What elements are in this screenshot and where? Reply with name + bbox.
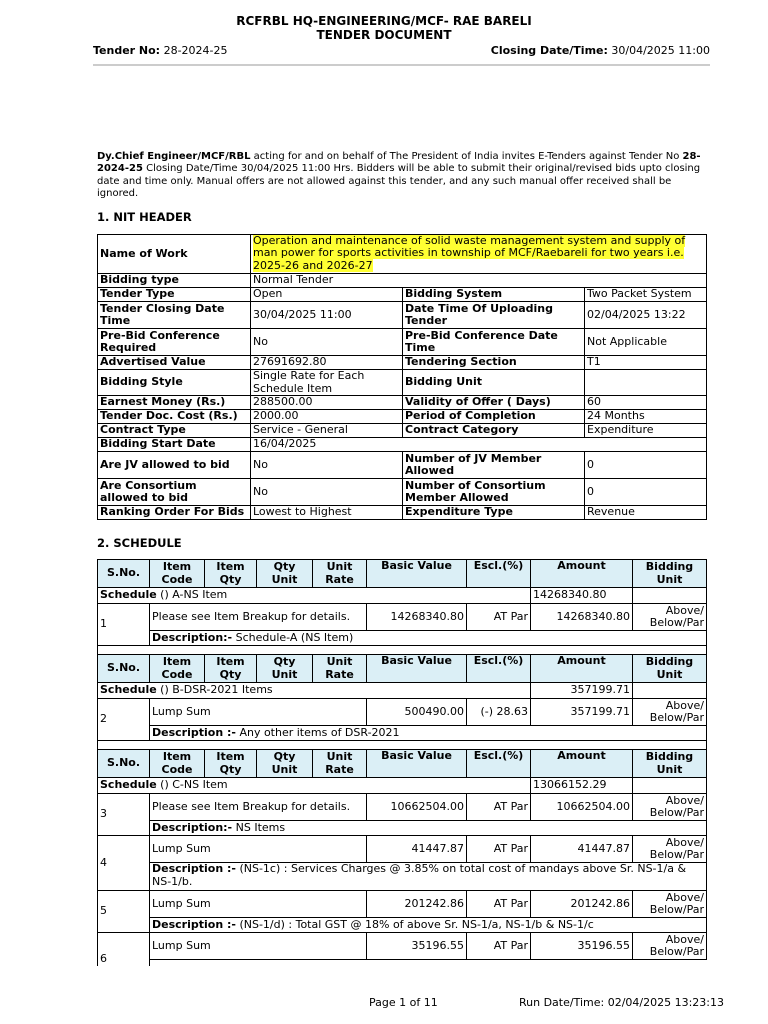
nit-label: Bidding Style (98, 370, 251, 396)
description-cell (150, 960, 707, 966)
basic-value-cell: 14268340.80 (367, 604, 467, 631)
nit-label: Are Consortium allowed to bid (98, 479, 251, 506)
nit-value: Service - General (251, 424, 403, 438)
schedule-name: Schedule () B-DSR-2021 Items (98, 683, 531, 699)
basic-value-cell: 10662504.00 (367, 794, 467, 821)
nit-label: Number of Consortium Member Allowed (403, 479, 585, 506)
nit-label: Bidding System (403, 288, 585, 302)
nit-value: Single Rate for Each Schedule Item (251, 370, 403, 396)
bidding-unit-cell: Above/ Below/Par (633, 891, 707, 918)
nit-label: Pre-Bid Conference Required (98, 329, 251, 356)
nit-row (98, 506, 707, 520)
item-cell: Please see Item Breakup for details. (150, 604, 367, 631)
nit-value: Revenue (585, 506, 707, 520)
nit-label: Expenditure Type (403, 506, 585, 520)
tender-number: Tender No: 28-2024-25 (93, 44, 228, 57)
sno-cell: 5 (98, 891, 150, 933)
doc-title: TENDER DOCUMENT (316, 28, 452, 42)
escl-cell: AT Par (467, 794, 531, 821)
nit-row (98, 329, 707, 356)
empty-cell (633, 588, 707, 604)
nit-row (98, 288, 707, 302)
col-sno: S.No. (98, 655, 150, 683)
escl-cell: AT Par (467, 933, 531, 960)
nit-value: 16/04/2025 (251, 438, 707, 452)
schedule-table (97, 559, 707, 966)
description-row (98, 863, 707, 891)
col-qty-unit: Qty Unit (257, 560, 313, 588)
nit-value: Expenditure (585, 424, 707, 438)
col-qty-unit: Qty Unit (257, 750, 313, 778)
nit-table (97, 234, 707, 520)
run-datetime: Run Date/Time: 02/04/2025 13:23:13 (519, 996, 725, 1009)
nit-value: Two Packet System (585, 288, 707, 302)
nit-label: Advertised Value (98, 356, 251, 370)
description-row (98, 960, 707, 966)
col-item-code: Item Code (150, 750, 205, 778)
nit-label: Bidding type (98, 274, 251, 288)
item-cell: Lump Sum (150, 933, 367, 960)
item-cell: Please see Item Breakup for details. (150, 794, 367, 821)
sno-cell: 2 (98, 699, 150, 741)
schedule-name: Schedule () C-NS Item (98, 778, 531, 794)
nit-value: 288500.00 (251, 396, 403, 410)
description-row (98, 726, 707, 741)
item-cell: Lump Sum (150, 836, 367, 863)
bidding-unit-cell: Above/ Below/Par (633, 794, 707, 821)
nit-label: Tendering Section (403, 356, 585, 370)
nit-row (98, 370, 707, 396)
empty-cell (633, 778, 707, 794)
nit-row (98, 356, 707, 370)
nit-label: Tender Doc. Cost (Rs.) (98, 410, 251, 424)
nit-label: Validity of Offer ( Days) (403, 396, 585, 410)
description-cell: Description :- Any other items of DSR-2021 (150, 726, 707, 741)
amount-cell: 41447.87 (531, 836, 633, 863)
sno-cell: 1 (98, 604, 150, 646)
description-row (98, 918, 707, 933)
basic-value-cell: 41447.87 (367, 836, 467, 863)
nit-value: 02/04/2025 13:22 (585, 302, 707, 329)
nit-header-title: 1. NIT HEADER (97, 210, 192, 224)
bidding-unit-cell: Above/ Below/Par (633, 604, 707, 631)
amount-cell: 14268340.80 (531, 604, 633, 631)
table-row (98, 836, 707, 863)
amount-cell: 35196.55 (531, 933, 633, 960)
schedule-name: Schedule () A-NS Item (98, 588, 531, 604)
nit-label: Period of Completion (403, 410, 585, 424)
sno-cell: 4 (98, 836, 150, 891)
intro-paragraph: Dy.Chief Engineer/MCF/RBL acting for and on behalf of The President of India invites E-Tenders against Tender No 28-2024-25 Closing Date/Time 30/04/2025 11:00 Hrs. Bidders will be able to submit their original/revised bids upto closing date and time only. Manual offers are not allowed against this tender, and any such manual offer received shall be ignored. (97, 151, 701, 200)
nit-value: 0 (585, 479, 707, 506)
description-row (98, 821, 707, 836)
sno-cell: 3 (98, 794, 150, 836)
amount-cell: 201242.86 (531, 891, 633, 918)
nit-value: No (251, 479, 403, 506)
col-unit-rate: Unit Rate (313, 560, 367, 588)
nit-value: Lowest to Highest (251, 506, 403, 520)
col-amount: Amount (531, 750, 633, 778)
nit-row-name-of-work (98, 235, 707, 274)
table-row (98, 891, 707, 918)
schedule-total: 357199.71 (531, 683, 633, 699)
nit-row (98, 410, 707, 424)
amount-cell: 10662504.00 (531, 794, 633, 821)
nit-value: 0 (585, 452, 707, 479)
bidding-unit-cell: Above/ Below/Par (633, 699, 707, 726)
nit-value (251, 235, 707, 274)
nit-value: No (251, 452, 403, 479)
description-cell: Description:- Schedule-A (NS Item) (150, 631, 707, 646)
nit-value: 27691692.80 (251, 356, 403, 370)
schedule-title: 2. SCHEDULE (97, 536, 182, 550)
schedule-group-row (98, 778, 707, 794)
org-title: RCFRBL HQ-ENGINEERING/MCF- RAE BARELI (236, 14, 532, 28)
col-bidding-unit: Bidding Unit (633, 560, 707, 588)
nit-label: Number of JV Member Allowed (403, 452, 585, 479)
item-cell: Lump Sum (150, 891, 367, 918)
sno-cell: 6 (98, 933, 150, 966)
col-amount: Amount (531, 655, 633, 683)
nit-label: Ranking Order For Bids (98, 506, 251, 520)
table-row (98, 699, 707, 726)
schedule-header-row (98, 655, 707, 683)
nit-row (98, 424, 707, 438)
closing-datetime: Closing Date/Time: 30/04/2025 11:00 (490, 44, 710, 57)
nit-label: Earnest Money (Rs.) (98, 396, 251, 410)
name-of-work-highlight: Operation and maintenance of solid waste management system and supply of man power for sports activities in township of MCF/Raebareli for two years i.e. 2025-26 and 2026-27 (253, 234, 686, 272)
col-bidding-unit: Bidding Unit (633, 655, 707, 683)
schedule-header-row (98, 560, 707, 588)
nit-row (98, 274, 707, 288)
nit-label: Bidding Unit (403, 370, 585, 396)
header-divider (93, 64, 710, 66)
col-basic-value: Basic Value (367, 655, 467, 683)
col-item-qty: Item Qty (205, 560, 257, 588)
col-item-qty: Item Qty (205, 655, 257, 683)
item-cell: Lump Sum (150, 699, 367, 726)
nit-label: Bidding Start Date (98, 438, 251, 452)
description-cell: Description :- (NS-1/d) : Total GST @ 18% of above Sr. NS-1/a, NS-1/b & NS-1/c (150, 918, 707, 933)
schedule-header-row (98, 750, 707, 778)
basic-value-cell: 201242.86 (367, 891, 467, 918)
col-bidding-unit: Bidding Unit (633, 750, 707, 778)
escl-cell: AT Par (467, 604, 531, 631)
col-escl: Escl.(%) (467, 750, 531, 778)
nit-value (585, 370, 707, 396)
amount-cell: 357199.71 (531, 699, 633, 726)
basic-value-cell: 500490.00 (367, 699, 467, 726)
nit-value: No (251, 329, 403, 356)
nit-label: Tender Type (98, 288, 251, 302)
nit-value: Open (251, 288, 403, 302)
col-item-code: Item Code (150, 560, 205, 588)
description-row (98, 631, 707, 646)
nit-value: 30/04/2025 11:00 (251, 302, 403, 329)
bidding-unit-cell: Above/ Below/Par (633, 933, 707, 960)
col-unit-rate: Unit Rate (313, 750, 367, 778)
page-number: Page 1 of 11 (369, 996, 438, 1009)
col-basic-value: Basic Value (367, 750, 467, 778)
nit-row (98, 438, 707, 452)
nit-row (98, 396, 707, 410)
col-sno: S.No. (98, 560, 150, 588)
schedule-total: 13066152.29 (531, 778, 633, 794)
col-item-qty: Item Qty (205, 750, 257, 778)
nit-label: Name of Work (98, 235, 251, 274)
col-sno: S.No. (98, 750, 150, 778)
nit-label: Contract Type (98, 424, 251, 438)
table-row (98, 604, 707, 631)
nit-value: T1 (585, 356, 707, 370)
description-cell: Description:- NS Items (150, 821, 707, 836)
escl-cell: (-) 28.63 (467, 699, 531, 726)
table-row (98, 794, 707, 821)
spacer-row (98, 741, 707, 750)
nit-value: 24 Months (585, 410, 707, 424)
basic-value-cell: 35196.55 (367, 933, 467, 960)
escl-cell: AT Par (467, 891, 531, 918)
col-item-code: Item Code (150, 655, 205, 683)
nit-row (98, 452, 707, 479)
nit-value: 60 (585, 396, 707, 410)
table-row (98, 933, 707, 960)
col-unit-rate: Unit Rate (313, 655, 367, 683)
spacer-row (98, 646, 707, 655)
nit-value: Normal Tender (251, 274, 707, 288)
nit-row (98, 302, 707, 329)
col-amount: Amount (531, 560, 633, 588)
schedule-group-row (98, 683, 707, 699)
bidding-unit-cell: Above/ Below/Par (633, 836, 707, 863)
nit-label: Pre-Bid Conference Date Time (403, 329, 585, 356)
nit-value: Not Applicable (585, 329, 707, 356)
nit-label: Date Time Of Uploading Tender (403, 302, 585, 329)
col-qty-unit: Qty Unit (257, 655, 313, 683)
empty-cell (633, 683, 707, 699)
description-cell: Description :- (NS-1c) : Services Charges @ 3.85% on total cost of mandays above Sr. NS-1/a & NS-1/b. (150, 863, 707, 891)
col-basic-value: Basic Value (367, 560, 467, 588)
schedule-group-row (98, 588, 707, 604)
nit-label: Are JV allowed to bid (98, 452, 251, 479)
nit-label: Contract Category (403, 424, 585, 438)
nit-label: Tender Closing Date Time (98, 302, 251, 329)
col-escl: Escl.(%) (467, 560, 531, 588)
escl-cell: AT Par (467, 836, 531, 863)
col-escl: Escl.(%) (467, 655, 531, 683)
nit-row (98, 479, 707, 506)
schedule-total: 14268340.80 (531, 588, 633, 604)
nit-value: 2000.00 (251, 410, 403, 424)
